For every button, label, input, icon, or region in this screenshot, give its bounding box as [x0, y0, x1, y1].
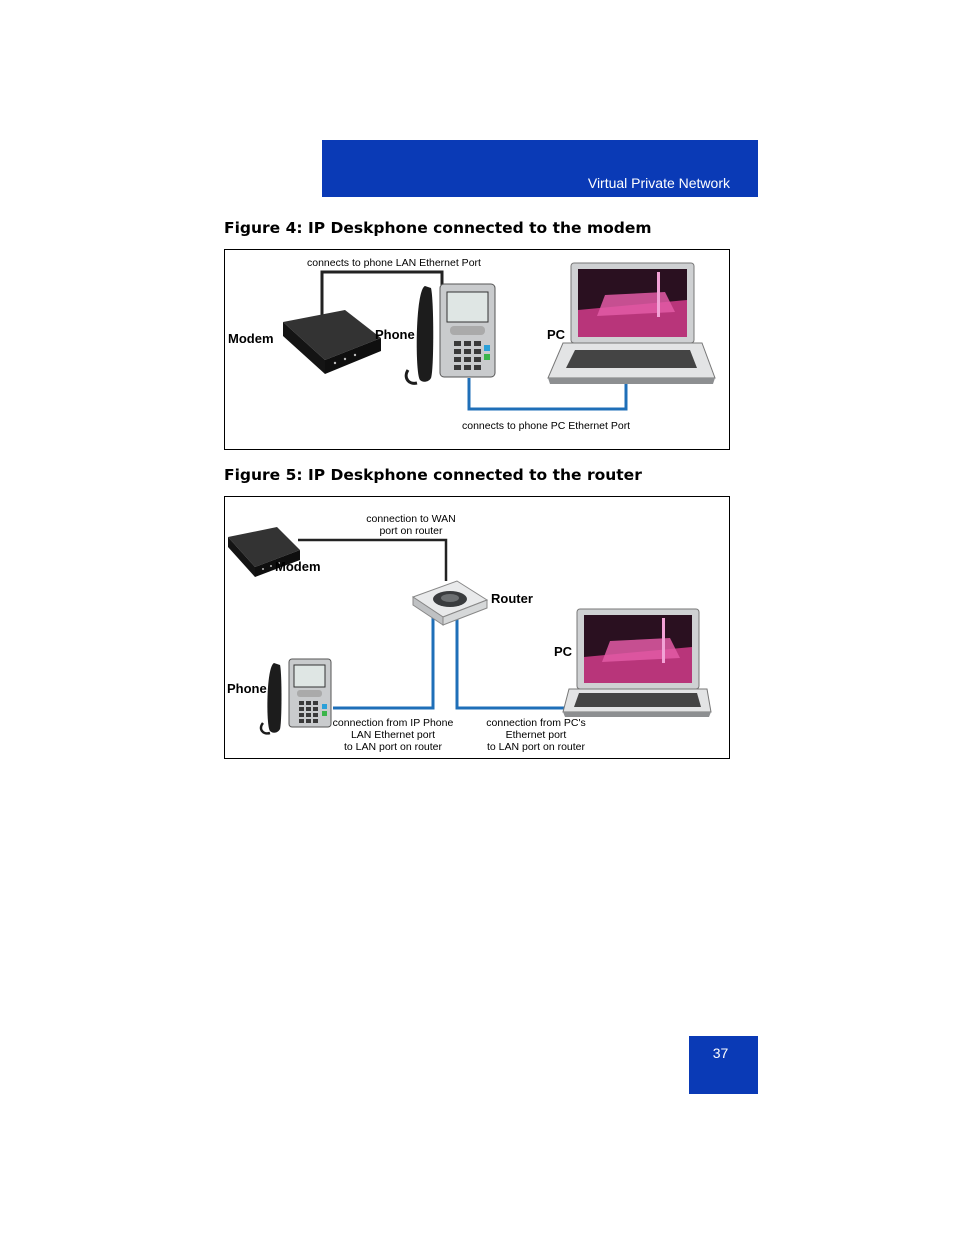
figure-4-diagram	[224, 249, 730, 450]
modem-label: Modem	[228, 331, 274, 346]
section-header-bar	[322, 140, 758, 197]
phone-label: Phone	[375, 327, 415, 342]
pc-connection-label-line1: connection from PC's	[486, 717, 586, 729]
router-device	[413, 581, 487, 625]
router-phone-cable	[333, 617, 433, 708]
lan-connection-label: connects to phone LAN Ethernet Port	[307, 257, 481, 269]
page-number-box	[689, 1036, 758, 1094]
section-title: Virtual Private Network	[587, 175, 730, 191]
page-number: 37	[712, 1045, 729, 1061]
pc-connection-label-line3: to LAN port on router	[486, 741, 586, 753]
router-label: Router	[491, 591, 533, 606]
router-pc-cable	[457, 617, 567, 708]
phone-device	[406, 284, 495, 383]
phone-connection-label-line2: LAN Ethernet port	[350, 729, 436, 741]
modem-label: Modem	[275, 559, 321, 574]
laptop-pc	[548, 263, 715, 384]
phone-connection-label-line3: to LAN port on router	[343, 741, 443, 753]
pc-connection-label: connects to phone PC Ethernet Port	[462, 420, 631, 432]
pc-label: PC	[554, 644, 573, 659]
figure-4-caption: Figure 4: IP Deskphone connected to the modem	[224, 219, 652, 237]
phone-device	[261, 659, 331, 733]
wan-connection-label-line2: port on router	[379, 525, 443, 537]
pc-label: PC	[547, 327, 566, 342]
figure-5-caption: Figure 5: IP Deskphone connected to the router	[224, 466, 642, 484]
figure-5-diagram	[224, 496, 730, 759]
pc-connection-label-line2: Ethernet port	[505, 729, 567, 741]
phone-connection-label-line1: connection from IP Phone	[332, 717, 454, 729]
wan-connection-label-line1: connection to WAN	[366, 513, 456, 525]
laptop-pc	[563, 609, 711, 717]
phone-label: Phone	[227, 681, 267, 696]
modem-device	[283, 310, 381, 374]
